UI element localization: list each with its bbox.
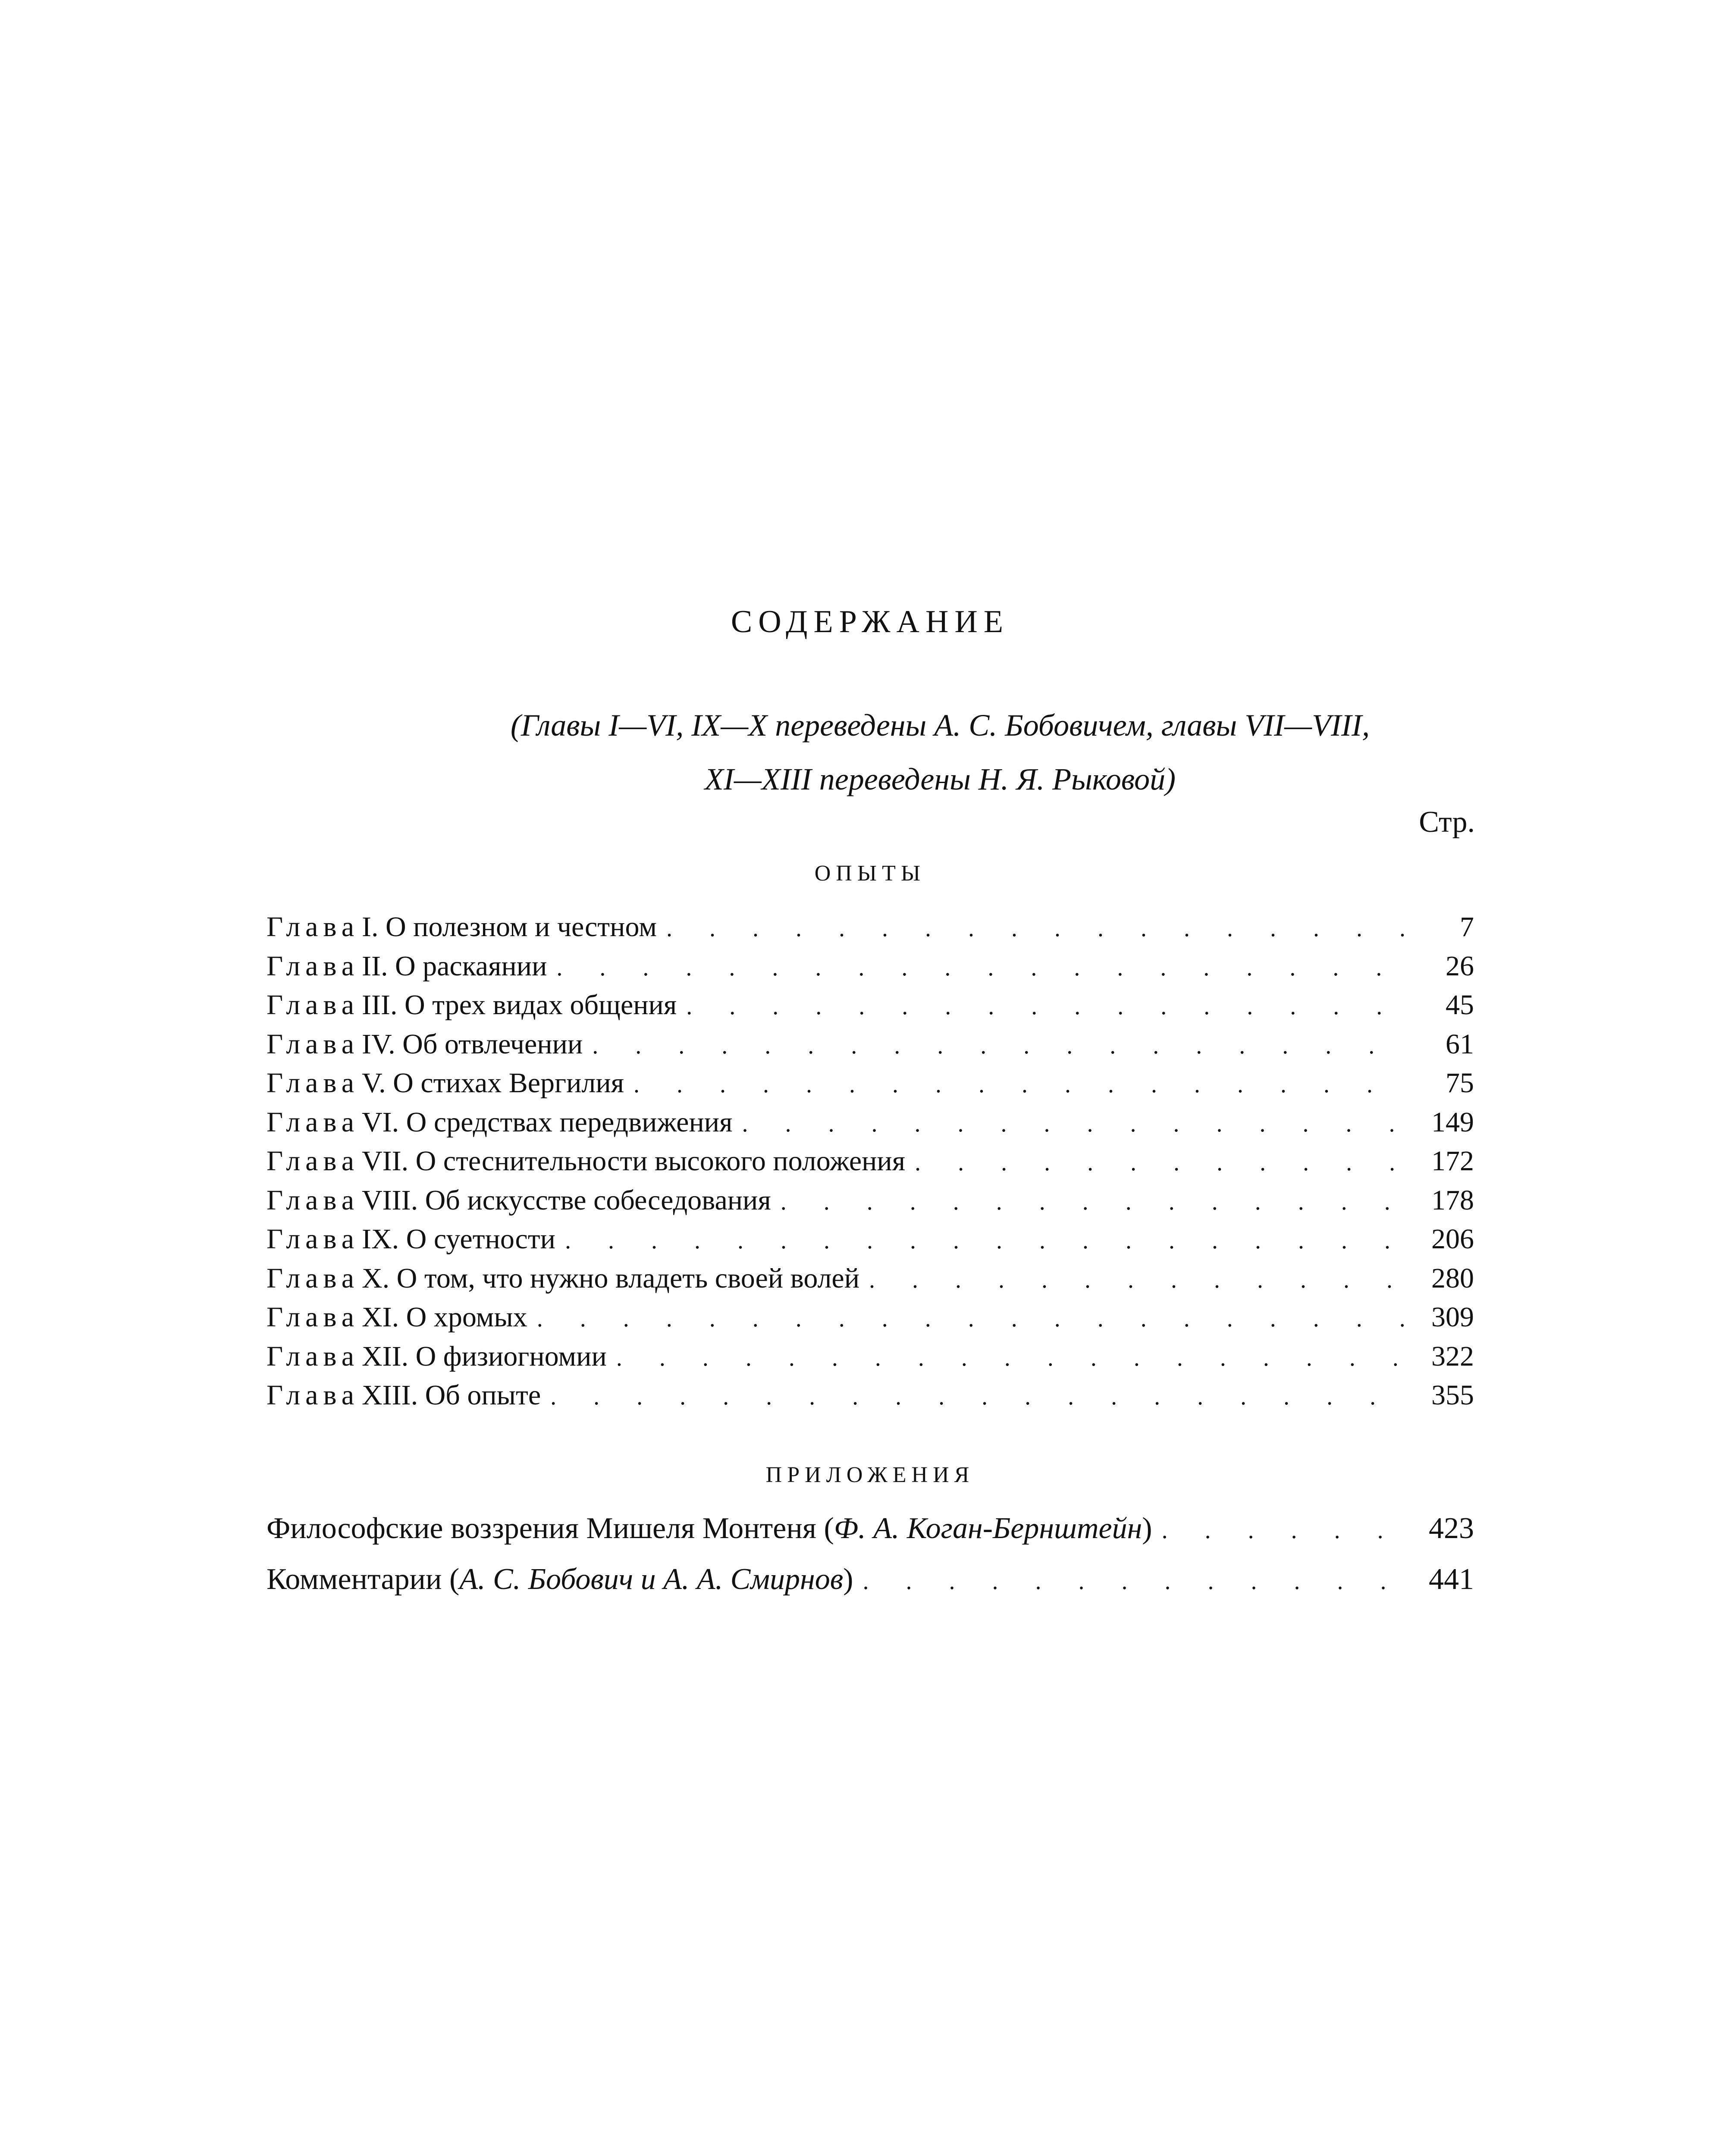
dot-leader [686, 993, 1405, 1020]
toc-entry-page: 178 [1431, 1184, 1474, 1216]
dot-leader [565, 1227, 1405, 1254]
toc-entry[interactable] [267, 1262, 1474, 1301]
toc-entry-page: 280 [1431, 1262, 1474, 1294]
toc-entry-prefix: Глава [267, 1340, 360, 1372]
toc-entry[interactable] [267, 1562, 1474, 1613]
toc-entry-page: 206 [1431, 1223, 1474, 1255]
dot-leader [781, 1188, 1405, 1216]
toc-entry-prefix: Глава [267, 1067, 360, 1099]
toc-entry[interactable] [267, 1106, 1474, 1145]
toc-entry-close-paren: ) [843, 1563, 853, 1596]
toc-essays-list [267, 911, 1474, 1418]
toc-entry-title: XIII. Об опыте [362, 1379, 541, 1411]
dot-leader [666, 915, 1405, 942]
dot-leader [869, 1266, 1405, 1294]
toc-entry-title: IX. О суетности [362, 1223, 555, 1255]
toc-entry-prefix: Глава [267, 1379, 360, 1411]
toc-entry[interactable] [267, 1145, 1474, 1184]
toc-entry-title: II. О раскаянии [362, 950, 547, 982]
dot-leader [592, 1032, 1405, 1059]
dot-leader [634, 1071, 1405, 1098]
toc-entry-prefix: Глава [267, 1145, 360, 1177]
toc-entry-author: Ф. А. Коган-Бернштейн [834, 1512, 1142, 1545]
toc-entry-title: XI. О хромых [362, 1301, 527, 1333]
toc-entry-title: IV. Об отвлечении [362, 1028, 583, 1060]
toc-entry-prefix: Глава [267, 1106, 360, 1138]
toc-appendix-list [267, 1511, 1474, 1613]
toc-entry-prefix: Глава [267, 1223, 360, 1255]
translators-note [259, 699, 1622, 806]
toc-entry-prefix: Глава [267, 911, 360, 943]
page-title: СОДЕРЖАНИЕ [731, 604, 1010, 639]
toc-entry-prefix: Глава [267, 1028, 360, 1060]
dot-leader [556, 954, 1405, 981]
dot-leader [1162, 1517, 1405, 1544]
toc-entry[interactable] [267, 1340, 1474, 1379]
dot-leader [742, 1110, 1405, 1138]
toc-entry-page: 26 [1446, 950, 1474, 982]
dot-leader [862, 1567, 1405, 1595]
toc-entry-page: 75 [1446, 1067, 1474, 1099]
toc-entry[interactable] [267, 911, 1474, 950]
toc-entry-title: XII. О физиогномии [362, 1340, 607, 1372]
toc-entry-page: 355 [1431, 1379, 1474, 1411]
toc-entry[interactable] [267, 1511, 1474, 1562]
toc-entry-title: I. О полезном и честном [362, 911, 657, 943]
toc-entry-page: 309 [1431, 1301, 1474, 1333]
toc-entry-open-paren: ( [824, 1512, 834, 1545]
dot-leader [550, 1383, 1405, 1410]
dot-leader [915, 1149, 1405, 1176]
toc-entry-prefix: Глава [267, 1301, 360, 1333]
toc-entry-title: VII. О стеснительности высокого положения [362, 1145, 906, 1177]
toc-entry-title: VIII. Об искусстве собеседования [362, 1184, 771, 1216]
dot-leader [616, 1344, 1405, 1372]
toc-entry[interactable] [267, 950, 1474, 989]
dot-leader [537, 1305, 1405, 1332]
toc-entry[interactable] [267, 1184, 1474, 1223]
section-title-essays: ОПЫТЫ [814, 861, 926, 886]
toc-entry-page: 61 [1446, 1028, 1474, 1060]
toc-entry-title: III. О трех видах общения [362, 989, 677, 1021]
toc-entry-open-paren: ( [449, 1563, 460, 1596]
toc-entry-page: 7 [1460, 911, 1474, 943]
pages-column-header: Стр. [1419, 805, 1475, 839]
toc-entry[interactable] [267, 989, 1474, 1028]
toc-entry[interactable] [267, 1067, 1474, 1106]
toc-entry-page: 172 [1431, 1145, 1474, 1177]
toc-entry-page: 322 [1431, 1340, 1474, 1372]
toc-entry[interactable] [267, 1379, 1474, 1418]
toc-entry-prefix: Глава [267, 1262, 360, 1294]
toc-entry-title: Комментарии [267, 1563, 442, 1596]
toc-entry-page: 149 [1431, 1106, 1474, 1138]
translators-note-line-1: (Главы I—VI, IX—X переведены А. С. Бобовичем, главы VII—VIII, [510, 708, 1370, 743]
toc-entry-prefix: Глава [267, 989, 360, 1021]
toc-entry-page: 423 [1429, 1512, 1474, 1545]
toc-entry[interactable] [267, 1301, 1474, 1340]
toc-entry[interactable] [267, 1028, 1474, 1067]
toc-entry-title: V. О стихах Вергилия [362, 1067, 624, 1099]
toc-entry-page: 441 [1429, 1563, 1474, 1596]
toc-entry-prefix: Глава [267, 1184, 360, 1216]
toc-entry[interactable] [267, 1223, 1474, 1262]
toc-entry-title: X. О том, что нужно владеть своей волей [362, 1262, 860, 1294]
toc-entry-close-paren: ) [1142, 1512, 1152, 1545]
section-title-appendix: ПРИЛОЖЕНИЯ [765, 1463, 975, 1487]
toc-entry-prefix: Глава [267, 950, 360, 982]
toc-entry-author: А. С. Бобович и А. А. Смирнов [459, 1563, 844, 1596]
translators-note-line-2: XI—XIII переведены Н. Я. Рыковой) [704, 762, 1176, 796]
toc-entry-title: Философские воззрения Мишеля Монтеня [267, 1512, 816, 1545]
toc-entry-title: VI. О средствах передвижения [362, 1106, 733, 1138]
toc-entry-page: 45 [1446, 989, 1474, 1021]
